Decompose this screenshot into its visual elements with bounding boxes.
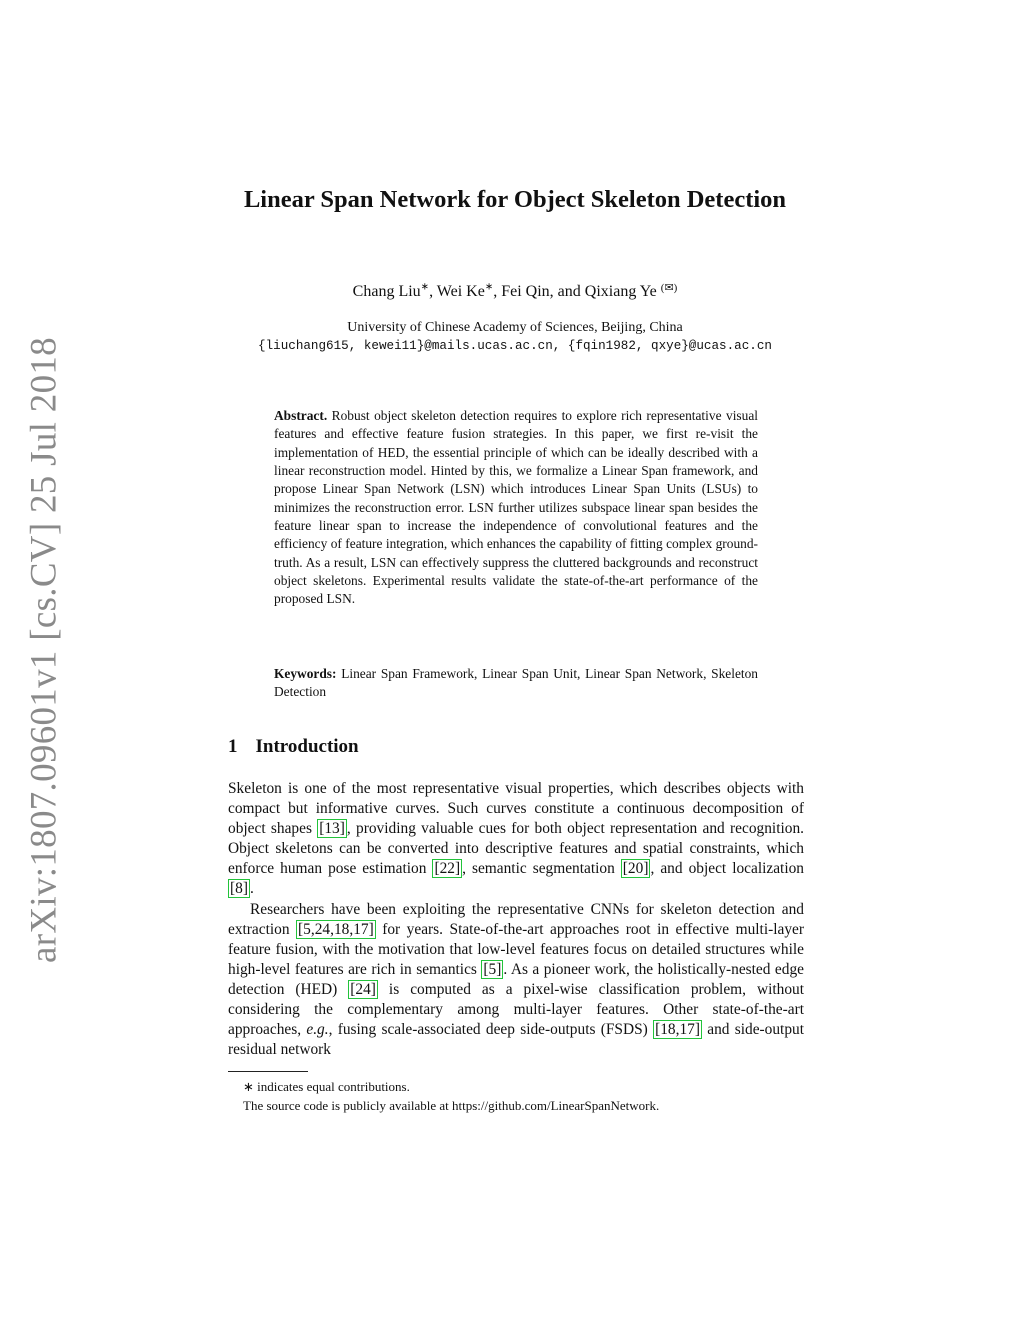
paragraph (228, 900, 804, 1061)
paragraph-text: is computed as a pixel-wise classification problem, without considering the complementary among multi-layer features. Other state-of-the-art approaches, (228, 980, 804, 1039)
paragraph-text: . As a pioneer work, the holistically-nested edge detection (HED) (228, 960, 804, 998)
section-heading (228, 736, 359, 758)
introduction-body (228, 779, 804, 1060)
paragraph-text: , providing valuable cues for both object representation and recognition. Object skeletons can be converted into descriptive features and spatial constraints, which enforce human pose estimation (228, 820, 804, 878)
footnote-rule (228, 1071, 308, 1072)
equal-contribution-mark: ∗ (484, 281, 494, 293)
author-name: Qixiang Ye (584, 283, 657, 300)
footnotes (243, 1077, 843, 1115)
citation-link[interactable]: [22] (434, 860, 461, 878)
paragraph-text: , fusing scale-associated deep side-outputs (FSDS) (328, 1021, 654, 1039)
author-conjunction: and (557, 283, 581, 300)
arxiv-stamp: arXiv:1807.09601v1 [cs.CV] 25 Jul 2018 (23, 337, 65, 963)
author-name: Wei Ke (436, 283, 485, 300)
paragraph-text: . (249, 880, 254, 898)
footnote-equal-contribution: ∗ indicates equal contributions. (243, 1079, 410, 1094)
author-name: Fei Qin (501, 283, 550, 300)
section-number: 1 (228, 736, 238, 757)
keywords-text: Linear Span Framework, Linear Span Unit, Linear Span Network, Skeleton Detection (274, 666, 758, 700)
author-list (200, 281, 830, 301)
keywords-label: Keywords: (274, 666, 337, 681)
citation-link[interactable]: [8] (230, 880, 248, 898)
paragraph-text: , and object localization (650, 860, 804, 878)
citation-link[interactable]: [20] (622, 860, 649, 878)
abstract-label: Abstract. (274, 408, 328, 423)
paragraph-text: and side-output residual network (228, 1021, 805, 1059)
paper-title: Linear Span Network for Object Skeleton Detection (243, 186, 787, 213)
citation-link[interactable]: [24] (350, 980, 376, 998)
citation-link[interactable]: [5] (483, 960, 502, 978)
equal-contribution-mark: ∗ (420, 281, 430, 293)
paragraph-text: Researchers have been exploiting the representative CNNs for skeleton detection and extraction (228, 900, 804, 938)
citation-link[interactable]: [13] (319, 820, 345, 838)
paragraph-text: , semantic segmentation (462, 860, 621, 878)
paragraph-text: Skeleton is one of the most representative visual properties, which describes objects with compact but informative curves. Such curves constitute a continuous decomposition of object shapes (228, 780, 804, 838)
citation-link[interactable]: [5,24,18,17] (298, 920, 374, 938)
envelope-icon: (✉) (660, 282, 678, 294)
emphasis-text: e.g. (306, 1021, 329, 1039)
abstract-text: Robust object skeleton detection requires to explore rich representative visual features and effective feature fusion strategies. In this paper, we first re-visit the implementation of HED, the essential principle of which can be ideally described with a linear reconstruction model. Hinted by this, we formalize a Linear Span framework, and propose Linear Span Network (LSN) which introduces Linear Span Units (LSUs) to minimizes the reconstruction error. LSN further utilizes subspace linear span besides the feature linear span to increase the independence of convolutional features and the efficiency of feature integration, which enhances the capability of fitting complex ground-truth. As a result, LSN can effectively suppress the cluttered backgrounds and reconstruct object skeletons. Experimental results validate the state-of-the-art performance of the proposed LSN. (274, 408, 758, 607)
affiliation: University of Chinese Academy of Sciences, Beijing, China (347, 320, 683, 335)
author-emails: {liuchang615, kewei11}@mails.ucas.ac.cn, {fqin1982, qxye}@ucas.ac.cn (258, 339, 772, 353)
paragraph (228, 779, 804, 900)
author-separator: , (549, 283, 558, 300)
author-separator: , (493, 283, 502, 300)
footnote-source-code: The source code is publicly available at https://github.com/LinearSpanNetwork. (243, 1098, 660, 1113)
abstract (274, 407, 758, 609)
paragraph-text: for years. State-of-the-art approaches root in effective multi-layer feature fusion, with the motivation that low-level features focus on detailed structures while high-level features are rich in semantics (228, 920, 804, 978)
section-title: Introduction (255, 736, 359, 757)
citation-link[interactable]: [18,17] (655, 1021, 700, 1039)
author-separator: , (429, 283, 437, 300)
author-name: Chang Liu (352, 283, 421, 300)
keywords (274, 665, 758, 702)
